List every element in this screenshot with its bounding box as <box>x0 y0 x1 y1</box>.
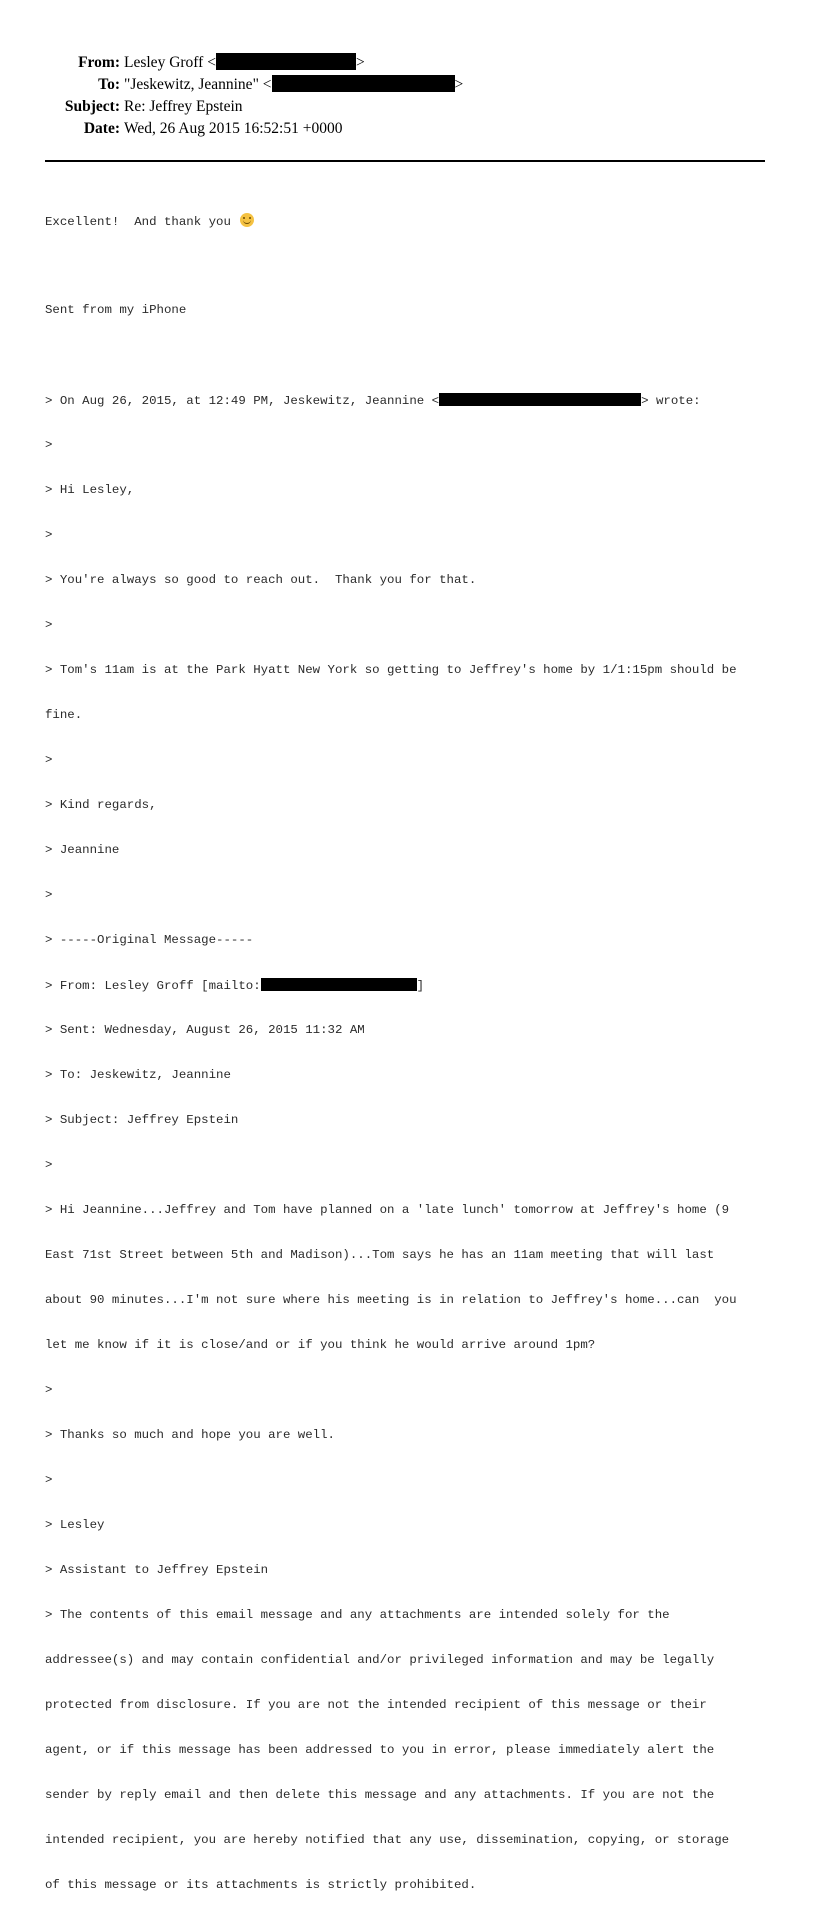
quote-line: about 90 minutes...I'm not sure where his meeting is in relation to Jeffrey's home...can you <box>45 1293 737 1307</box>
quote-line: > Kind regards, <box>45 798 157 812</box>
body-line: Sent from my iPhone <box>45 303 187 317</box>
date-label: Date: <box>83 120 120 137</box>
disclaimer-line: sender by reply email and then delete this message and any attachments. If you are not the <box>45 1788 715 1802</box>
quote-line: > <box>45 438 53 452</box>
date-row <box>0 118 120 140</box>
quote-line: > Hi Jeannine...Jeffrey and Tom have planned on a 'late lunch' tomorrow at Jeffrey's home (9 <box>45 1203 730 1217</box>
from-value: Lesley Groff < > <box>124 54 365 71</box>
disclaimer-line: agent, or if this message has been addressed to you in error, please immediately alert the <box>45 1743 715 1757</box>
quote-header-line: > On Aug 26, 2015, at 12:49 PM, Jeskewitz, Jeannine < > wrote: <box>45 394 701 408</box>
quote-line: > Thanks so much and hope you are well. <box>45 1428 335 1442</box>
quote-line: fine. <box>45 708 83 722</box>
to-row <box>0 74 120 96</box>
disclaimer-line: addressee(s) and may contain confidential and/or privileged information and may be legally <box>45 1653 715 1667</box>
redaction-bar <box>261 978 417 991</box>
to-value: "Jeskewitz, Jeannine" < > <box>124 76 464 93</box>
disclaimer-line: intended recipient, you are hereby notified that any use, dissemination, copying, or storage <box>45 1833 730 1847</box>
to-label: To: <box>98 76 120 93</box>
disclaimer-line: > The contents of this email message and any attachments are intended solely for the <box>45 1608 670 1622</box>
subject-row <box>0 96 120 118</box>
quote-line: > Jeannine <box>45 843 120 857</box>
date-value: Wed, 26 Aug 2015 16:52:51 +0000 <box>124 120 343 137</box>
header-divider <box>45 160 765 162</box>
quote-line: > <box>45 1383 53 1397</box>
disclaimer-line: of this message or its attachments is strictly prohibited. <box>45 1878 477 1892</box>
quote-line: > Subject: Jeffrey Epstein <box>45 1113 239 1127</box>
quote-line: > <box>45 1473 53 1487</box>
body-line: Excellent! And thank you <box>45 213 775 228</box>
quote-line: East 71st Street between 5th and Madison)...Tom says he has an 11am meeting that will last <box>45 1248 715 1262</box>
quote-line: > <box>45 528 53 542</box>
redaction-bar <box>439 393 641 406</box>
redaction-bar <box>216 53 356 70</box>
quote-line: > Tom's 11am is at the Park Hyatt New York so getting to Jeffrey's home by 1/1:15pm should be <box>45 663 737 677</box>
email-body <box>45 183 775 1908</box>
subject-label: Subject: <box>64 98 120 115</box>
smiling-face-icon <box>240 213 254 227</box>
subject-value: Re: Jeffrey Epstein <box>124 98 243 115</box>
quote-line: > Lesley <box>45 1518 105 1532</box>
quote-line: let me know if it is close/and or if you think he would arrive around 1pm? <box>45 1338 596 1352</box>
quote-line: > You're always so good to reach out. Thank you for that. <box>45 573 477 587</box>
quote-line: > Sent: Wednesday, August 26, 2015 11:32 AM <box>45 1023 365 1037</box>
quote-line: > <box>45 618 53 632</box>
quote-line: > <box>45 1158 53 1172</box>
disclaimer-line: protected from disclosure. If you are not the intended recipient of this message or their <box>45 1698 707 1712</box>
redaction-bar <box>272 75 455 92</box>
quote-line: > Hi Lesley, <box>45 483 135 497</box>
quote-line: > From: Lesley Groff [mailto: ] <box>45 979 425 993</box>
quote-line: > Assistant to Jeffrey Epstein <box>45 1563 269 1577</box>
quote-line: > -----Original Message----- <box>45 933 254 947</box>
quote-line: > <box>45 753 53 767</box>
from-row <box>0 52 120 74</box>
quote-line: > <box>45 888 53 902</box>
quote-line: > To: Jeskewitz, Jeannine <box>45 1068 231 1082</box>
from-label: From: <box>78 54 120 71</box>
